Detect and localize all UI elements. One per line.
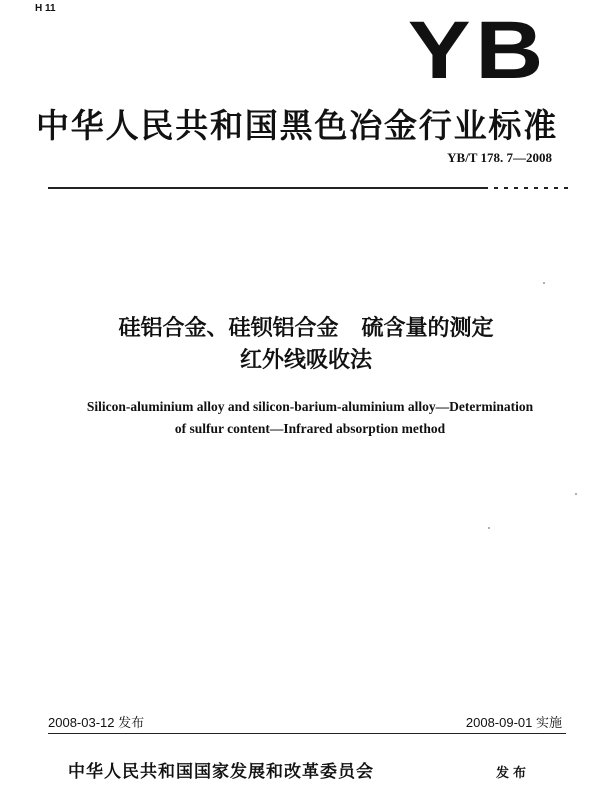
scan-speck bbox=[543, 282, 545, 284]
chinese-title-line-2: 红外线吸收法 bbox=[239, 348, 372, 373]
yb-logo: YB bbox=[407, 5, 548, 96]
issue-date: 2008-03-12 发布 bbox=[48, 715, 145, 730]
implementation-date: 2008-09-01 实施 bbox=[465, 715, 562, 730]
scan-speck bbox=[575, 493, 577, 495]
header-divider-fade bbox=[488, 187, 568, 189]
classification-code: H 11 bbox=[35, 3, 56, 14]
footer-divider bbox=[48, 733, 566, 734]
issue-label: 发布 bbox=[496, 766, 531, 781]
english-title-line-2: of sulfur content—Infrared absorption method bbox=[174, 421, 446, 436]
standard-title: 中华人民共和国黑色冶金行业标准 bbox=[36, 106, 558, 145]
issuing-authority: 中华人民共和国国家发展和改革委员会 bbox=[68, 762, 374, 782]
standard-number: YB/T 178. 7—2008 bbox=[447, 150, 552, 165]
chinese-title-line-1: 硅铝合金、硅钡铝合金 硫含量的测定 bbox=[118, 316, 494, 341]
english-title-line-1: Silicon-aluminium alloy and silicon-barium-aluminium alloy—Determination bbox=[86, 399, 534, 414]
scan-speck bbox=[488, 527, 490, 529]
